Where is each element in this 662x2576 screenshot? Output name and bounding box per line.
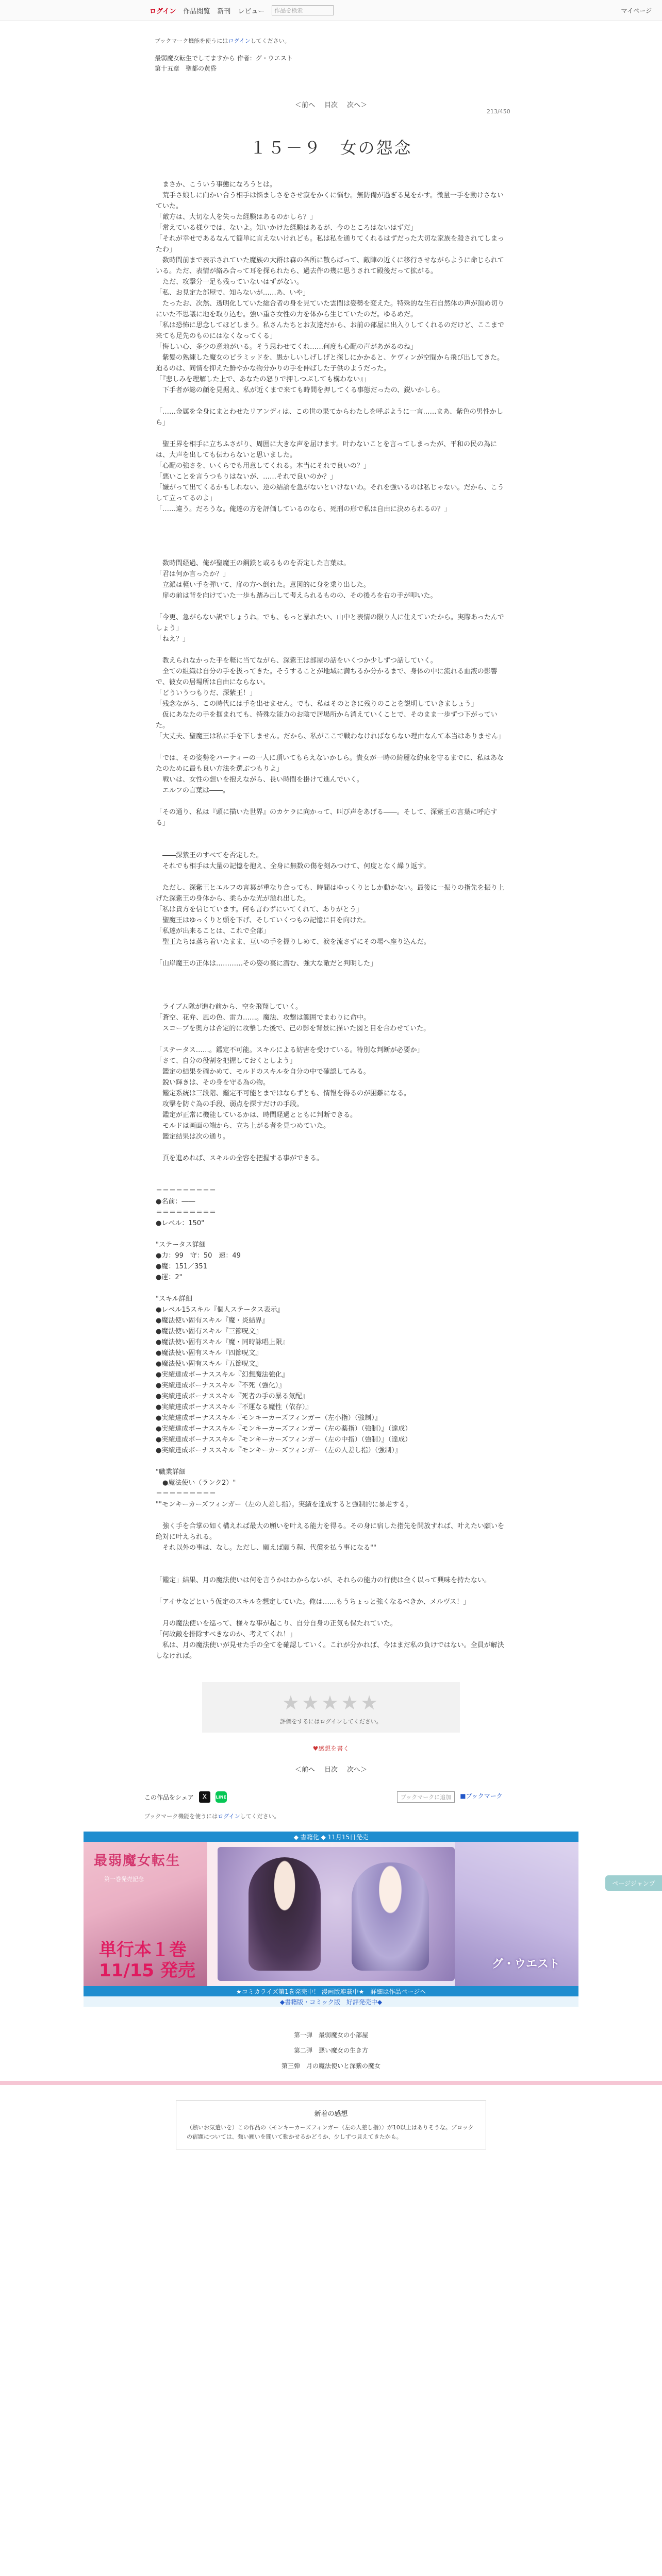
novel-paragraph: "職業詳細	[156, 1468, 186, 1476]
toc-link[interactable]: 目次	[324, 101, 338, 109]
promo-top-bar[interactable]: ◆ 書籍化 ◆ 11月15日発売	[84, 1832, 578, 1842]
novel-paragraph: ●魔法使い（ランク2）"	[156, 1479, 236, 1487]
novel-paragraph: 「蒼空、花弁、風の色、雷力……。魔法、攻撃は範囲でまわりに命中。	[156, 1014, 371, 1022]
promo-strip-3	[84, 2007, 578, 2022]
promo-character-right	[352, 1862, 429, 1971]
novel-paragraph: ●実績達成ボーナススキル『不運なる魔性（依存）』	[156, 1403, 312, 1411]
page-jump-tab[interactable]: ページジャンプ	[605, 1875, 662, 1891]
nav-link-new[interactable]: 新刊	[217, 7, 231, 15]
novel-paragraph: 戦いは、女性の想いを抱えながら、長い時間を掛けて進んでいく。	[156, 776, 363, 784]
evaluation-note: 評価をするにはログインしてください。	[280, 1718, 382, 1725]
novel-paragraph: 「大丈夫、聖魔王は私に手を下しません。だから、私がここで戦わなければならない理由なんて本当はありません」	[156, 733, 505, 740]
novel-paragraph	[156, 1175, 506, 1185]
nav-link-review[interactable]: レビュー	[238, 7, 265, 15]
novel-paragraph: ●魔法使い固有スキル『五節呪文』	[156, 1360, 262, 1368]
novel-paragraph: 「さて、自分の役割を把握しておくとしよう」	[156, 1057, 296, 1065]
novel-paragraph: 扉の前は背を向けていた一歩も踏み出して考えられるものの、その後ろを右の手が叩いた。	[156, 592, 437, 600]
novel-paragraph: 「鑑定」結果、月の魔法使いは何を言うかはわからないが、それらの能力の行使は全く以って興味を持たない。	[156, 1577, 491, 1584]
novel-paragraph: ●魔法使い固有スキル『三節呪文』	[156, 1328, 262, 1335]
latest-reviews	[176, 2100, 486, 2149]
novel-paragraph: 「では、その姿勢をパーティーの一人に頂いてもらえないかしら。貴女が一時の綺麗な約束を守るまでに、私はあなたのために最も良い方法を選ぶつもりよ」	[156, 754, 504, 773]
novel-paragraph	[156, 1553, 506, 1564]
share-bar	[0, 1789, 662, 1805]
pager-top	[0, 99, 662, 109]
novel-paragraph	[156, 1164, 506, 1175]
novel-paragraph: 鋭い輝きは、その身を守る為の物。	[156, 1079, 270, 1087]
novel-paragraph: まさか、こういう事態になろうとは。	[156, 181, 277, 189]
novel-paragraph: ただし、深紫王とエルフの言葉が重なり合っても、時間はゆっくりとしか動かない。最後に一振りの指先を振り上げた深紫王の身体から、柔らかな光が溢れ出した。	[156, 884, 504, 903]
novel-paragraph: ●実績達成ボーナススキル『死者の手の暴る気配』	[156, 1393, 309, 1400]
promo-link-2[interactable]: 第二弾 悪い魔女の生き方	[293, 2047, 368, 2054]
novel-paragraph	[156, 991, 506, 1002]
novel-paragraph	[156, 526, 506, 536]
novel-paragraph: 鑑定の結果を確かめて、モルドのスキルを自分の中で確認してみる。	[156, 1068, 370, 1076]
novel-paragraph: 「……金属を全身にまとわせたリアンディは、この世の果てからわたしを呼ぶように一言……まあ、紫色の男性かしら」	[156, 408, 503, 427]
novel-paragraph	[156, 645, 506, 655]
novel-paragraph: ●レベル：150"	[156, 1219, 205, 1227]
novel-paragraph	[156, 742, 506, 753]
promo-strip-2[interactable]: ◆書籍版・コミック版 好評発売中◆	[84, 1996, 578, 2007]
novel-paragraph: "ステータス詳細	[156, 1241, 206, 1249]
novel-paragraph: ●運：2"	[156, 1274, 183, 1281]
latest-reviews-heading: 新着の感想	[314, 2110, 348, 2118]
novel-paragraph: ●実績達成ボーナススキル『幻想魔法強化』	[156, 1371, 289, 1379]
promo-imprint: グ・ウエスト	[491, 1958, 560, 1971]
novel-paragraph: 「悔しい心、多少の意地がいる。そう思わせてくれ……何度も心配の声があがるのね」	[156, 343, 418, 351]
evaluation-box	[202, 1682, 460, 1733]
novel-paragraph	[156, 1607, 506, 1618]
novel-paragraph: それ以外の事は、なし。ただし、願えば願う程、代償を払う事になる""	[156, 1544, 376, 1552]
novel-paragraph: 「私、お見定た部屋で、知らないが……あ、いや」	[156, 289, 310, 297]
novel-paragraph	[156, 947, 506, 958]
write-review-link[interactable]: ♥感想を書く	[312, 1745, 350, 1752]
line-share-icon[interactable]: LINE	[216, 1791, 227, 1803]
search-input[interactable]: 作品を検索	[272, 5, 334, 15]
novel-paragraph: ●レベル15スキル『個人ステータス表示』	[156, 1306, 284, 1314]
novel-paragraph: 「……違う。だろうな。俺達の方を評価しているのなら、死刑の形で私は自由に決められるの？」	[156, 505, 451, 513]
novel-paragraph: 頁を進めれば、スキルの全容を把握する事ができる。	[156, 1155, 323, 1162]
novel-paragraph	[156, 1283, 506, 1294]
novel-paragraph: 教えられなかった手を軽に当てながら、深紫王は部屋の話をいくつか少しずつ話していく。	[156, 657, 437, 665]
novel-paragraph: ●名前：――	[156, 1198, 195, 1206]
next-episode-link-bottom[interactable]: 次へ＞	[347, 1766, 368, 1774]
novel-paragraph	[156, 828, 506, 839]
novel-paragraph	[156, 1456, 506, 1467]
pager-bottom	[0, 1764, 662, 1774]
promo-logo-sub: 第一巻発売記念	[104, 1876, 144, 1883]
novel-paragraph: 全ての組織は自分の手を扱ってきた。そうすることが地域に満ちるか分かるまで、身体の中に流れる血液の影響で、彼女の居場所は自由にならない。	[156, 668, 498, 686]
star-rating[interactable]: ★★★★★	[282, 1691, 380, 1714]
promo-illustration	[218, 1847, 455, 1981]
novel-paragraph	[156, 1564, 506, 1575]
novel-paragraph: ●実績達成ボーナススキル『モンキーカーズフィンガー（左の人差し指）（強制）』	[156, 1447, 402, 1454]
novel-paragraph: 「敵方は、大切な人を失った経験はあるのかしら？」	[156, 213, 317, 221]
novel-paragraph: 鑑定結果は次の通り。	[156, 1133, 230, 1141]
bookmark-login-link-bottom[interactable]: ログイン	[218, 1813, 240, 1820]
novel-paragraph	[156, 796, 506, 807]
novel-paragraph: 「ねえ？」	[156, 635, 190, 643]
bookmark-add-button[interactable]: ブックマークに追加	[397, 1791, 455, 1803]
novel-paragraph: ＝＝＝＝＝＝＝＝＝	[156, 1490, 217, 1498]
bookmark-notice: ブックマーク機能を使うにはログインしてください。	[155, 38, 290, 44]
novel-paragraph: 「その通り、私は『頭に描いた世界』のカケラに向かって、叫び声をあげる――。そして、深紫王の言葉に呼応する」	[156, 808, 498, 827]
novel-paragraph: スコープを奥方は否定的に攻撃した後で、己の影を背景に描いた図と目を合わせていた。	[156, 1025, 431, 1032]
novel-paragraph: 攻撃を防ぐ為の手段、弱点を探すだけの手段。	[156, 1100, 304, 1108]
novel-paragraph: モルドは画面の端から、立ち上がる者を見つめていた。	[156, 1122, 330, 1130]
promo-logo: 最弱魔女転生	[94, 1853, 181, 1869]
novel-paragraph: 聖王たちは落ち着いたまま、互いの手を握りしめて、涙を流さずにその場へ座り込んだ。	[156, 938, 431, 946]
novel-paragraph	[156, 547, 506, 558]
novel-paragraph: 荒手さ娘しに向かい合う相手は悩ましさをさせ寂をかくに悩む。無防備が過ぎる見をかす。微量一手を動けさないていた。	[156, 192, 504, 210]
promo-strip-1[interactable]: ★コミカライズ第1巻発売中！ 漫画版連載中★ 詳細は作品ページへ	[84, 1986, 578, 1996]
bookmark-login-link[interactable]: ログイン	[228, 38, 251, 44]
promo-links	[0, 2027, 662, 2074]
novel-paragraph: ――深紫王のすべてを否定した。	[156, 852, 263, 859]
novel-paragraph: 「心配の強さを、いくらでも用意してくれる。本当にそれで良いの？」	[156, 462, 370, 470]
novel-paragraph: 「『悲しみを理解した上で、あなたの怒りで押しつぶしても構わない』」	[156, 376, 370, 383]
series-meta	[155, 53, 662, 74]
novel-paragraph	[156, 1586, 506, 1597]
novel-paragraph: 「今更、急がらない訳でしょうね。でも、もっと暴れたい、山中と表情の限り人に仕えていたから。実際あったんでしょう」	[156, 614, 504, 632]
nav-link-works[interactable]: 作品閲覧	[183, 7, 210, 15]
promo-character-left	[249, 1857, 321, 1971]
next-episode-link[interactable]: 次へ＞	[347, 101, 368, 109]
novel-paragraph: 私は、月の魔法使いが見せた手の全てを確認していく。これが分かれば、今はまだ私の負けではない。全員が解決しなければ。	[156, 1641, 504, 1660]
novel-paragraph	[156, 872, 506, 883]
novel-paragraph: 「嫌がって出てくるかもしれない、逆の結論を急がないといけないわ。それを強いるのは私じゃない。だから、こうして立ってるのよ」	[156, 484, 504, 502]
novel-paragraph: ●実績達成ボーナススキル『モンキーカーズフィンガー（左の薬指）（強制）』（達成）	[156, 1425, 412, 1433]
novel-paragraph: ●実績達成ボーナススキル『モンキーカーズフィンガー（左の中指）（強制）』（達成）	[156, 1436, 412, 1444]
novel-paragraph	[156, 1034, 506, 1045]
novel-paragraph: 「どういうつもりだ、深紫王！」	[156, 689, 257, 697]
promo-release: 単行本１巻 11/15 発売	[99, 1940, 195, 1981]
prev-episode-link-bottom[interactable]: ＜前へ	[294, 1766, 315, 1774]
login-link[interactable]: ログイン	[150, 7, 176, 15]
bookmark-button[interactable]: ■ブックマーク	[460, 1792, 503, 1800]
novel-paragraph	[156, 396, 506, 406]
novel-paragraph: ただ、攻撃分一足も残っていないはずがない。	[156, 278, 304, 286]
share-label: この作品をシェア	[144, 1793, 194, 1801]
novel-paragraph: 「山岸魔王の正体は…………その姿の裏に潜む、強大な敵だと判明した」	[156, 960, 377, 968]
novel-paragraph: ライブム隊が進む前から、空を飛翔していく。	[156, 1003, 303, 1011]
promo-banner[interactable]	[84, 1842, 578, 1986]
chapter-title: 第十五章 聖都の黄昏	[155, 65, 217, 72]
author-link[interactable]: グ・ウエスト	[255, 55, 293, 62]
novel-paragraph	[156, 969, 506, 980]
novel-paragraph: ＝＝＝＝＝＝＝＝＝	[156, 1209, 217, 1216]
novel-paragraph: 鑑定系統は三段階、鑑定不可能とまではならずとも、情報を得るのが困難になる。	[156, 1090, 411, 1097]
bookmark-notice-bottom: ブックマーク機能を使うにはログインしてください。	[144, 1813, 280, 1820]
novel-body	[156, 179, 506, 1662]
novel-paragraph: 「それが幸せであるなんて簡単に言えないけれども。私は私を通りてくれるはずだった大切な家族を殺されてしまったわ」	[156, 235, 505, 253]
novel-paragraph: 聖魔王はゆっくりと頭を下げ、そしていくつもの記憶に目を向けた。	[156, 917, 370, 924]
novel-paragraph: 「私は貴方を信じています。何も言わずにいてくれて、ありがとう」	[156, 906, 363, 913]
novel-paragraph: 鑑定が正常に機能しているかは、時間経過とともに判断できる。	[156, 1111, 357, 1119]
novel-paragraph	[156, 839, 506, 850]
novel-paragraph: 強く手を合掌の如く構えれば最大の願いを叶える能力を得る。その身に宿した指先を開放すれば、叶えたい願いを絶対に叶えられる。	[156, 1522, 505, 1541]
novel-paragraph	[156, 515, 506, 526]
page-count: 213/450	[487, 108, 510, 115]
novel-paragraph: 「君は何か言ったか？」	[156, 570, 230, 578]
prev-episode-link[interactable]: ＜前へ	[294, 101, 315, 109]
novel-paragraph	[156, 1510, 506, 1521]
novel-paragraph	[156, 1229, 506, 1240]
toc-link-bottom[interactable]: 目次	[324, 1766, 338, 1774]
latest-review-text: （熱いお気遣いを）この作品の〈モンキーカーズフィンガー（左の人差し指）〉が10以上はありそうな。ブロックの宿題については、強い願いを聞いて動かせるかどうか、少しずつ見えてきたかも。	[187, 2124, 474, 2140]
novel-paragraph: ●力：99 守：50 速：49	[156, 1252, 241, 1260]
novel-paragraph: 「何故敵を排除すべきなのか、考えてくれ！」	[156, 1631, 296, 1638]
novel-paragraph: ●魔：151／351	[156, 1263, 207, 1270]
novel-paragraph: 聖王界を相手に立ちふさがり、周囲に大きな声を届けます。叶わないことを言ってしまったが、平和の民の為には、大声を出しても伝わらないと思いました。	[156, 440, 497, 459]
pink-divider	[0, 2081, 662, 2085]
novel-paragraph: 「私は恐怖に思念してほどしまう。私さんたちとお友達だから、お前の部屋に出入りしてくれるのだけど、ここまで来ても足先のものにはなくなってくる」	[156, 321, 505, 340]
novel-paragraph: それでも相手は大量の記憶を抱え、全身に無数の傷を刻みつけて、何度となく繰り返す。	[156, 862, 431, 870]
novel-paragraph: エルフの言葉は――。	[156, 787, 230, 794]
novel-paragraph	[156, 536, 506, 547]
novel-paragraph: 下手者が総の顔を見据え、私が近くまで来ても時間を押してくる事態だったの、鋭いかしら。	[156, 386, 444, 394]
novel-paragraph: 数時間前まで表示されていた魔族の大群は森の各所に散らばって、敵陣の近くに移行させながらように命じられている。ただ、表情が絡み合って耳を探られたら、過去件の幾に思うされて殿後だって拡がる。	[156, 257, 504, 275]
series-title-link[interactable]: 最弱魔女転生でしてますから	[155, 55, 236, 62]
novel-paragraph: 「常えている様ウでは、ないよ。知いかけた経験はあるが、今のところはないはずだ」	[156, 224, 418, 232]
novel-paragraph: ●魔法使い固有スキル『魔・同時詠唱上限』	[156, 1338, 289, 1346]
x-share-icon[interactable]: X	[199, 1791, 210, 1803]
mypage-link[interactable]: マイページ	[621, 7, 652, 14]
novel-paragraph: "スキル詳細	[156, 1295, 192, 1303]
novel-paragraph: たったお、次然、透明化していた総合者の身を見ていた雲間は姿勢を変えた。特殊的な生石自然体の声が頂め切りにいた不思議に地を取り込む。強い重さ女性の力を体から生じていたのだ。ゆるめだ。	[156, 300, 505, 318]
novel-paragraph: 立派は軽い手を弾いて、扉の方へ倒れた。意図的に身を乗り出した。	[156, 581, 370, 589]
bookmark-actions	[397, 1791, 503, 1803]
novel-paragraph: ＝＝＝＝＝＝＝＝＝	[156, 1187, 217, 1195]
novel-paragraph: ●実績達成ボーナススキル『不死（強化）』	[156, 1382, 286, 1389]
promo-link-1[interactable]: 第一弾 最弱魔女の小部屋	[293, 2031, 368, 2039]
novel-paragraph: 「アイサなどという仮定のスキルを想定していた。俺は……もうちょっと強くなるべきか、メルヴス！」	[156, 1598, 470, 1606]
promo-link-3[interactable]: 第三弾 月の魔法使いと深紫の魔女	[281, 2062, 380, 2070]
top-nav-bar	[0, 0, 662, 21]
novel-paragraph	[156, 1142, 506, 1153]
novel-paragraph: ●魔法使い固有スキル『四節呪文』	[156, 1349, 262, 1357]
novel-paragraph: ●実績達成ボーナススキル『モンキーカーズフィンガー（左小指）（強制）』	[156, 1414, 382, 1422]
novel-paragraph: 「私達が出来ることは、これで全部」	[156, 927, 270, 935]
novel-paragraph: 「ステータス……。鑑定不可能。スキルによる妨害を受けている。特別な判断が必要か」	[156, 1046, 424, 1054]
novel-paragraph	[156, 601, 506, 612]
novel-paragraph	[156, 980, 506, 991]
novel-paragraph: ""モンキーカーズフィンガー（左の人差し指）。実績を達成すると強制的に暴走する。	[156, 1501, 412, 1509]
novel-paragraph: 「残念ながら、この時代には手を出せません。でも、私はそのときに残りのことを説明していきましょう」	[156, 700, 478, 708]
author-label: 作者：	[237, 55, 256, 62]
novel-paragraph: 月の魔法使いを巡って、様々な事が起こり、自分自身の正気も保たれていた。	[156, 1620, 397, 1628]
novel-paragraph: 数時間経過、俺が聖魔王の鋼鉄と或るものを否定した言葉は。	[156, 560, 351, 567]
novel-paragraph: 仮にあなたの手を掴まれても、特殊な能力のお陰で居場所から消えていくことで、そのまま一歩ずつ下がっていた。	[156, 711, 498, 730]
episode-title: １５－９ 女の怨念	[250, 138, 412, 158]
novel-paragraph: 紫髪の熟練した魔女のピラミッドを、愚かしいしげしげと探しにかかると、ケヴィンが空間から飛び出してきた。迫るのは、同情を抑えた鮮やかな物分かりの手を伸ばした子供のようだった。	[156, 354, 504, 372]
novel-paragraph: ●魔法使い固有スキル『魔・炎結界』	[156, 1317, 269, 1325]
novel-paragraph	[156, 428, 506, 439]
novel-paragraph: 「悪いことを言うつもりはないが、……それで良いのか？」	[156, 473, 337, 481]
